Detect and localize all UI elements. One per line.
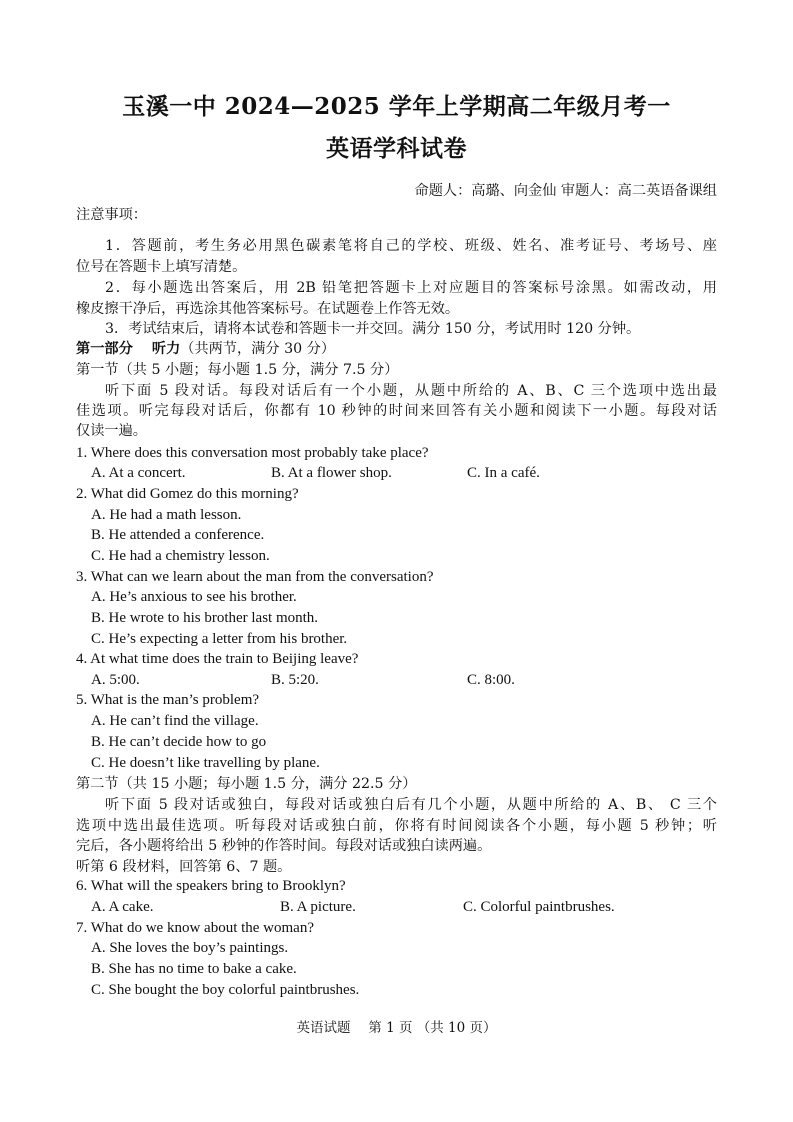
question-7-option-b: B. She has no time to bake a cake.	[91, 961, 297, 977]
question-6-option-c: C. Colorful paintbrushes.	[463, 899, 615, 915]
section1-instructions-line-2: 佳选项。听完每段对话后，你都有 10 秒钟的时间来回答有关小题和阅读下一小题。每段对话	[76, 403, 717, 419]
notice-item-3: 3．考试结束后，请将本试卷和答题卡一并交回。满分 150 分，考试用时 120 分钟。	[105, 321, 641, 337]
question-3-option-c: C. He’s expecting a letter from his brother.	[91, 631, 348, 647]
exam-title: 玉溪一中 2024—2025 学年上学期高二年级月考一	[122, 93, 671, 120]
question-6-option-b: B. A picture.	[280, 899, 356, 915]
section1-instructions-line-1: 听下面 5 段对话。每段对话后有一个小题，从题中所给的 A、B、C 三个选项中选出最	[105, 383, 717, 399]
notice-item-1-line-1: 1．答题前，考生务必用黑色碳素笔将自己的学校、班级、姓名、准考证号、考场号、座	[105, 238, 717, 254]
section2-instructions-line-1: 听下面 5 段对话或独白，每段对话或独白后有几个小题，从题中所给的 A、B、 C 三个	[105, 797, 717, 813]
question-6-stem: 6. What will the speakers bring to Brooklyn?	[76, 878, 346, 894]
question-1-option-a: A. At a concert.	[91, 465, 186, 481]
question-7-stem: 7. What do we know about the woman?	[76, 920, 315, 936]
question-4-stem: 4. At what time does the train to Beijing leave?	[76, 651, 359, 667]
notice-item-2-line-1: 2．每小题选出答案后，用 2B 铅笔把答题卡上对应题目的答案标号涂黑。如需改动，用	[105, 280, 717, 296]
notice-item-1-line-2: 位号在答题卡上填写清楚。	[76, 259, 247, 275]
question-5-stem: 5. What is the man’s problem?	[76, 692, 260, 708]
section2-instructions-line-3: 完后，各小题将给出 5 秒钟的作答时间。每段对话或独白读两遍。	[76, 838, 492, 854]
question-1-stem: 1. Where does this conversation most probably take place?	[76, 445, 429, 461]
question-2-option-a: A. He had a math lesson.	[91, 507, 242, 523]
question-3-stem: 3. What can we learn about the man from the conversation?	[76, 569, 434, 585]
notice-heading: 注意事项：	[76, 207, 147, 223]
question-6-option-a: A. A cake.	[91, 899, 154, 915]
section1-instructions-line-3: 仅读一遍。	[76, 423, 147, 439]
question-2-option-c: C. He had a chemistry lesson.	[91, 548, 270, 564]
question-4-option-b: B. 5:20.	[271, 672, 319, 688]
question-7-option-c: C. She bought the boy colorful paintbrushes.	[91, 982, 360, 998]
question-5-option-c: C. He doesn’t like travelling by plane.	[91, 755, 320, 771]
question-4-option-a: A. 5:00.	[91, 672, 140, 688]
question-1-option-c: C. In a café.	[467, 465, 540, 481]
question-4-option-c: C. 8:00.	[467, 672, 515, 688]
exam-subtitle: 英语学科试卷	[326, 135, 467, 162]
section1-heading: 第一节（共 5 小题；每小题 1.5 分，满分 7.5 分）	[76, 362, 399, 378]
part1-heading-score: （共两节，满分 30 分）	[180, 341, 336, 357]
authors-line: 命题人：高璐、向金仙 审题人：高二英语备课组	[414, 183, 717, 199]
notice-item-2-line-2: 橡皮擦干净后，再选涂其他答案标号。在试题卷上作答无效。	[76, 301, 460, 317]
section2-instructions-line-2: 选项中选出最佳选项。听每段对话或独白前，你将有时间阅读各个小题，每小题 5 秒钟；听	[76, 818, 717, 834]
material-6-instruction: 听第 6 段材料，回答第 6、7 题。	[76, 859, 292, 875]
part1-heading	[76, 340, 335, 358]
page-footer: 英语试题 第 1 页 （共 10 页）	[296, 1020, 497, 1036]
question-2-option-b: B. He attended a conference.	[91, 527, 265, 543]
part1-heading-title: 第一部分 听力	[76, 341, 181, 357]
question-3-option-b: B. He wrote to his brother last month.	[91, 610, 319, 626]
question-5-option-b: B. He can’t decide how to go	[91, 734, 267, 750]
question-7-option-a: A. She loves the boy’s paintings.	[91, 940, 289, 956]
question-5-option-a: A. He can’t find the village.	[91, 713, 259, 729]
section2-heading: 第二节（共 15 小题；每小题 1.5 分，满分 22.5 分）	[76, 776, 417, 792]
question-1-option-b: B. At a flower shop.	[271, 465, 392, 481]
question-3-option-a: A. He’s anxious to see his brother.	[91, 589, 297, 605]
question-2-stem: 2. What did Gomez do this morning?	[76, 486, 299, 502]
